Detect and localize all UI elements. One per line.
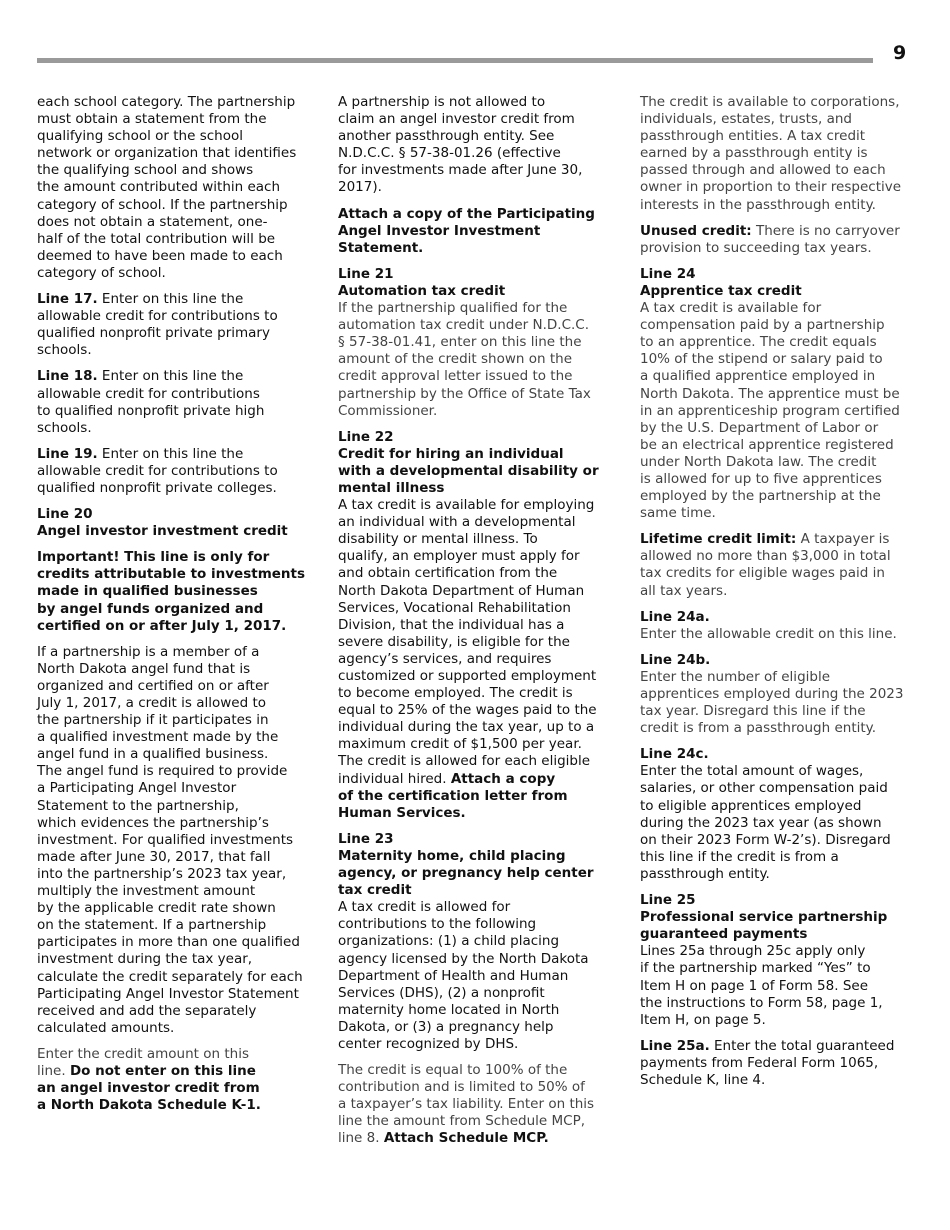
body-text: Enter the total guaranteed payments from Federal Form 1065, Schedule K, line 4. xyxy=(640,1037,895,1088)
paragraph xyxy=(640,94,920,214)
paragraph xyxy=(640,609,920,643)
header-rule xyxy=(37,58,873,63)
body-text: A tax credit is available for employing an individual with a developmental disability or mental illness. To qualify, an employer must apply for and obtain certification from the North Dakota Department of Human Services, Vocational Rehabilitation Division, that the individual has a severe disability, is eligible for the agency’s services, and requires customized or supported employment to become employed. The credit is equal to 25% of the wages paid to the individual during the tax year, up to a maximum credit of $1,500 per year. The credit is allowed for each eligible individual hired. xyxy=(338,497,597,787)
paragraph xyxy=(640,746,920,883)
bold-text: Line 21 Automation tax credit xyxy=(338,265,506,299)
body-text: each school category. The partnership must obtain a statement from the qualifying school or the school network or organization that identifies the qualifying school and shows the amount contributed within each category of school. If the partnership does not obtain a statement, one- half of the total contribution will be deemed to have been made to each category of school. xyxy=(37,94,297,281)
paragraph xyxy=(338,1062,618,1147)
paragraph xyxy=(640,1038,920,1089)
paragraph xyxy=(338,429,618,497)
bold-text: Lifetime credit limit: xyxy=(640,531,797,548)
bold-text: Do not enter on this line an angel investor credit from a North Dakota Schedule K-1. xyxy=(37,1062,261,1114)
body-text: Enter the credit amount on this line. xyxy=(37,1045,249,1079)
body-text: If the partnership qualified for the automation tax credit under N.D.C.C. § 57-38-01.41, enter on this line the amount of the credit shown on the credit approval letter issued to the partnership by the Office of State Tax Commissioner. xyxy=(338,300,591,419)
body-text: Enter the total amount of wages, salaries, or other compensation paid to eligible apprentices employed during the 2023 tax year (as shown on their 2023 Form W-2’s). Disregard this line if the credit is from a passthrough entity. xyxy=(640,763,891,882)
body-text: Enter the number of eligible apprentices employed during the 2023 tax year. Disregard this line if the credit is from a passthrough entity. xyxy=(640,668,904,737)
paragraph xyxy=(338,899,618,1053)
paragraph xyxy=(338,831,618,899)
paragraph xyxy=(37,94,317,282)
column-3 xyxy=(640,94,920,1098)
bold-text: Line 25 Professional service partnership guaranteed payments xyxy=(640,892,888,943)
bold-text: Line 17. xyxy=(37,291,98,308)
bold-text: Line 24c. xyxy=(640,746,709,763)
column-1 xyxy=(37,94,317,1123)
body-text: Enter the allowable credit on this line. xyxy=(640,625,897,642)
paragraph xyxy=(338,497,618,822)
paragraph xyxy=(640,223,920,257)
body-text: A tax credit is available for compensation paid by a partnership to an apprentice. The credit equals 10% of the stipend or salary paid to a qualified apprentice employed in North Dakota. The apprentice must be in an apprenticeship program certified by the U.S. Department of Labor or be an electrical apprentice registered under North Dakota law. The credit is allowed for up to five apprentices employed by the partnership at the same time. xyxy=(640,300,900,522)
paragraph xyxy=(640,892,920,943)
paragraph xyxy=(37,644,317,1037)
bold-text: Line 24a. xyxy=(640,608,710,625)
paragraph xyxy=(37,446,317,497)
body-text: A taxpayer is allowed no more than $3,000 in total tax credits for eligible wages paid in all tax years. xyxy=(640,531,891,599)
body-text: The credit is available to corporations, individuals, estates, trusts, and passthrough entities. A tax credit earned by a passthrough entity is passed through and allowed to each owner in proportion to their respective interests in the passthrough entity. xyxy=(640,94,902,213)
bold-text: Line 19. xyxy=(37,445,98,462)
body-text: The credit is equal to 100% of the contribution and is limited to 50% of a taxpayer’s tax liability. Enter on this line the amount from Schedule MCP, line 8. xyxy=(338,1062,595,1147)
paragraph xyxy=(640,652,920,737)
body-text: Enter on this line the allowable credit for contributions to qualified nonprofit private primary schools. xyxy=(37,291,278,359)
bold-text: Attach Schedule MCP. xyxy=(383,1130,549,1147)
bold-text: Line 24b. xyxy=(640,651,711,668)
body-text: There is no carryover provision to succeeding tax years. xyxy=(640,222,900,256)
bold-text: Attach a copy of the certification letter from Human Services. xyxy=(338,770,568,821)
bold-text: Attach a copy of the Participating Angel Investor Investment Statement. xyxy=(338,205,595,256)
bold-text: Line 24 Apprentice tax credit xyxy=(640,265,802,299)
paragraph xyxy=(37,1046,317,1114)
body-text: A partnership is not allowed to claim an angel investor credit from another passthrough entity. See N.D.C.C. § 57-38-01.26 (effective for investments made after June 30, 2017). xyxy=(338,94,583,196)
bold-text: Important! This line is only for credits attributable to investments made in qualified businesses by angel funds organized and certified on or after July 1, 2017. xyxy=(37,549,306,634)
bold-text: Line 20 Angel investor investment credit xyxy=(37,506,288,540)
body-text: If a partnership is a member of a North Dakota angel fund that is organized and certified on or after July 1, 2017, a credit is allowed to the partnership if it participates in a qualified investment made by the angel fund in a qualified business. The angel fund is required to provide a Participating Angel Investor Statement to the partnership, which evidences the partnership’s investment. For qualified investments made after June 30, 2017, that fall into the partnership’s 2023 tax year, multiply the investment amount by the applicable credit rate shown on the statement. If a partnership participates in more than one qualified investment during the tax year, calculate the credit separately for each Participating Angel Investor Statement received and add the separately calculated amounts. xyxy=(37,643,303,1036)
paragraph xyxy=(338,266,618,300)
paragraph xyxy=(37,549,317,634)
paragraph xyxy=(338,206,618,257)
bold-text: Line 18. xyxy=(37,368,98,385)
bold-text: Line 25a. xyxy=(640,1037,710,1054)
body-text: Lines 25a through 25c apply only if the partnership marked “Yes” to Item H on page 1 of Form 58. See the instructions to Form 58, page 1, Item H, on page 5. xyxy=(640,943,883,1028)
paragraph xyxy=(640,531,920,599)
paragraph xyxy=(338,94,618,197)
page-number: 9 xyxy=(893,42,907,64)
paragraph xyxy=(640,300,920,522)
body-text: Enter on this line the allowable credit for contributions to qualified nonprofit private high schools. xyxy=(37,368,265,436)
body-text: Enter on this line the allowable credit for contributions to qualified nonprofit private colleges. xyxy=(37,445,278,496)
paragraph xyxy=(640,266,920,300)
bold-text: Unused credit: xyxy=(640,222,752,239)
paragraph xyxy=(640,943,920,1028)
bold-text: Line 22 Credit for hiring an individual with a developmental disability or mental illness xyxy=(338,428,599,496)
paragraph xyxy=(338,300,618,420)
column-2 xyxy=(338,94,618,1157)
paragraph xyxy=(37,291,317,359)
paragraph xyxy=(37,506,317,540)
paragraph xyxy=(37,368,317,436)
bold-text: Line 23 Maternity home, child placing agency, or pregnancy help center tax credit xyxy=(338,830,594,899)
body-text: A tax credit is allowed for contributions to the following organizations: (1) a child placing agency licensed by the North Dakota Department of Health and Human Services (DHS), (2) a nonprofit maternity home located in North Dakota, or (3) a pregnancy help center recognized by DHS. xyxy=(338,899,589,1052)
